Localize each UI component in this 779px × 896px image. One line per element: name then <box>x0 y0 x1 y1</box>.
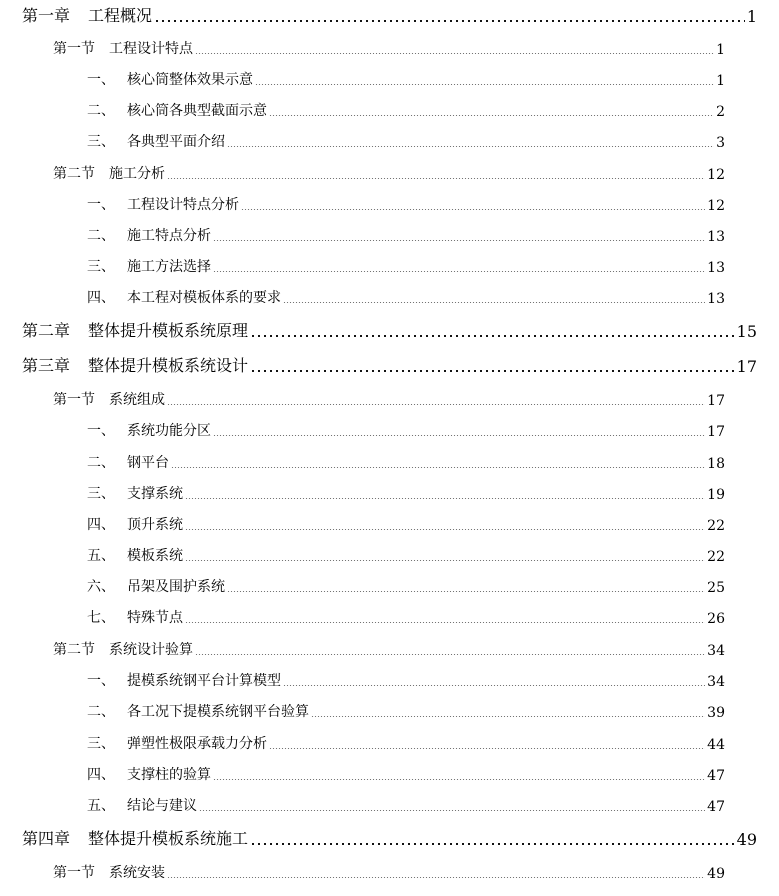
toc-title: 吊架及围护系统 <box>127 579 225 595</box>
toc-entry-subsection[interactable] <box>87 69 725 89</box>
toc-number: 四、 <box>87 517 115 533</box>
toc-page-number: 1 <box>746 7 757 26</box>
toc-title: 支撑系统 <box>127 486 183 502</box>
toc-page-number: 26 <box>707 611 725 627</box>
toc-entry-subsection[interactable] <box>87 256 725 276</box>
toc-page-number: 25 <box>707 580 725 596</box>
toc-number: 二、 <box>87 228 115 244</box>
dot-leader <box>195 654 705 655</box>
toc-number: 三、 <box>87 486 115 502</box>
dot-leader <box>269 748 705 749</box>
toc-title: 工程概况 <box>88 6 153 25</box>
dot-leader <box>199 810 705 811</box>
dot-leader <box>250 335 735 337</box>
toc-entry-subsection[interactable] <box>87 576 725 596</box>
toc-title: 施工特点分析 <box>127 228 211 244</box>
toc-page-number: 49 <box>736 830 757 849</box>
toc-number: 三、 <box>87 134 115 150</box>
toc-entry-subsection[interactable] <box>87 607 725 627</box>
toc-title: 工程设计特点分析 <box>127 197 239 213</box>
toc-entry-subsection[interactable] <box>87 420 725 440</box>
dot-leader <box>213 435 705 436</box>
toc-entry-section[interactable] <box>53 163 725 183</box>
toc-page-number: 34 <box>707 643 725 659</box>
toc-page-number: 47 <box>707 768 725 784</box>
toc-title: 施工方法选择 <box>127 259 211 275</box>
toc-title: 系统安装 <box>109 865 165 881</box>
dot-leader <box>213 271 705 272</box>
toc-title: 整体提升模板系统原理 <box>88 321 249 340</box>
toc-number: 第四章 <box>22 829 71 848</box>
toc-title: 本工程对模板体系的要求 <box>127 290 281 306</box>
toc-title: 支撑柱的验算 <box>127 767 211 783</box>
dot-leader <box>283 685 705 686</box>
toc-number: 第二节 <box>53 642 95 658</box>
toc-entry-chapter[interactable] <box>22 4 757 26</box>
dot-leader <box>167 178 705 179</box>
toc-number: 二、 <box>87 103 115 119</box>
toc-entry-subsection[interactable] <box>87 701 725 721</box>
toc-entry-chapter[interactable] <box>22 354 757 376</box>
dot-leader <box>185 529 705 530</box>
toc-title: 系统设计验算 <box>109 642 193 658</box>
toc-title: 顶升系统 <box>127 517 183 533</box>
toc-entry-chapter[interactable] <box>22 319 757 341</box>
toc-page-number: 13 <box>707 291 725 307</box>
toc-entry-subsection[interactable] <box>87 795 725 815</box>
toc-title: 工程设计特点 <box>109 41 193 57</box>
toc-page-number: 34 <box>707 674 725 690</box>
toc-page-number: 2 <box>716 104 725 120</box>
toc-number: 第二章 <box>22 321 71 340</box>
toc-number: 四、 <box>87 767 115 783</box>
toc-page-number: 15 <box>736 322 757 341</box>
dot-leader <box>311 716 705 717</box>
toc-number: 一、 <box>87 197 115 213</box>
toc-page-number: 13 <box>707 229 725 245</box>
toc-entry-subsection[interactable] <box>87 545 725 565</box>
toc-number: 二、 <box>87 704 115 720</box>
toc-entry-subsection[interactable] <box>87 483 725 503</box>
dot-leader <box>250 843 735 845</box>
toc-entry-subsection[interactable] <box>87 100 725 120</box>
toc-number: 五、 <box>87 548 115 564</box>
toc-entry-subsection[interactable] <box>87 287 725 307</box>
toc-title: 各典型平面介绍 <box>127 134 225 150</box>
toc-page-number: 18 <box>707 456 725 472</box>
toc-title: 特殊节点 <box>127 610 183 626</box>
toc-entry-subsection[interactable] <box>87 514 725 534</box>
toc-page-number: 22 <box>707 518 725 534</box>
toc-number: 六、 <box>87 579 115 595</box>
toc-title: 核心筒整体效果示意 <box>127 72 253 88</box>
toc-title: 模板系统 <box>127 548 183 564</box>
toc-number: 三、 <box>87 259 115 275</box>
toc-page-number: 17 <box>707 393 725 409</box>
dot-leader <box>154 20 745 22</box>
toc-number: 一、 <box>87 72 115 88</box>
toc-page-number: 3 <box>716 135 725 151</box>
toc-page-number: 39 <box>707 705 725 721</box>
toc-entry-subsection[interactable] <box>87 194 725 214</box>
dot-leader <box>171 467 705 468</box>
toc-number: 二、 <box>87 455 115 471</box>
toc-page-number: 47 <box>707 799 725 815</box>
toc-number: 第一节 <box>53 41 95 57</box>
toc-number: 第一节 <box>53 865 95 881</box>
toc-entry-subsection[interactable] <box>87 225 725 245</box>
dot-leader <box>227 591 705 592</box>
toc-page-number: 1 <box>716 73 725 89</box>
toc-page-number: 22 <box>707 549 725 565</box>
toc-entry-section[interactable] <box>53 38 725 58</box>
dot-leader <box>241 209 705 210</box>
toc-page-number: 19 <box>707 487 725 503</box>
dot-leader <box>185 622 705 623</box>
toc-page-number: 12 <box>707 198 725 214</box>
dot-leader <box>283 302 705 303</box>
toc-title: 系统组成 <box>109 392 165 408</box>
toc-entry-subsection[interactable] <box>87 670 725 690</box>
toc-number: 一、 <box>87 673 115 689</box>
toc-entry-chapter[interactable] <box>22 827 757 849</box>
toc-title: 各工况下提模系统钢平台验算 <box>127 704 309 720</box>
toc-title: 钢平台 <box>127 455 169 471</box>
toc-entry-section[interactable] <box>53 389 725 409</box>
toc-page-number: 17 <box>707 424 725 440</box>
dot-leader <box>167 877 705 878</box>
toc-title: 整体提升模板系统设计 <box>88 356 249 375</box>
toc-entry-section[interactable] <box>53 862 725 882</box>
toc-number: 第一章 <box>22 6 71 25</box>
toc-title: 提模系统钢平台计算模型 <box>127 673 281 689</box>
toc-number: 第三章 <box>22 356 71 375</box>
toc-title: 结论与建议 <box>127 798 197 814</box>
toc-page-number: 17 <box>736 357 757 376</box>
dot-leader <box>167 404 705 405</box>
toc-entry-subsection[interactable] <box>87 764 725 784</box>
toc-entry-subsection[interactable] <box>87 452 725 472</box>
toc-page-number: 12 <box>707 167 725 183</box>
toc-page-number: 1 <box>716 42 725 58</box>
toc-number: 五、 <box>87 798 115 814</box>
toc-title: 施工分析 <box>109 166 165 182</box>
dot-leader <box>185 560 705 561</box>
toc-title: 整体提升模板系统施工 <box>88 829 249 848</box>
toc-entry-section[interactable] <box>53 639 725 659</box>
toc-number: 四、 <box>87 290 115 306</box>
toc-number: 三、 <box>87 736 115 752</box>
toc-number: 第一节 <box>53 392 95 408</box>
toc-number: 第二节 <box>53 166 95 182</box>
dot-leader <box>250 370 735 372</box>
dot-leader <box>255 84 714 85</box>
dot-leader <box>213 779 705 780</box>
toc-page-number: 49 <box>707 866 725 882</box>
dot-leader <box>213 240 705 241</box>
dot-leader <box>269 115 714 116</box>
toc-title: 核心筒各典型截面示意 <box>127 103 267 119</box>
toc-number: 七、 <box>87 610 115 626</box>
toc-number: 一、 <box>87 423 115 439</box>
dot-leader <box>185 498 705 499</box>
toc-page-number: 13 <box>707 260 725 276</box>
toc-entry-subsection[interactable] <box>87 131 725 151</box>
toc-entry-subsection[interactable] <box>87 733 725 753</box>
dot-leader <box>227 146 714 147</box>
toc-title: 系统功能分区 <box>127 423 211 439</box>
dot-leader <box>195 53 714 54</box>
toc-title: 弹塑性极限承载力分析 <box>127 736 267 752</box>
toc-page-number: 44 <box>707 737 725 753</box>
